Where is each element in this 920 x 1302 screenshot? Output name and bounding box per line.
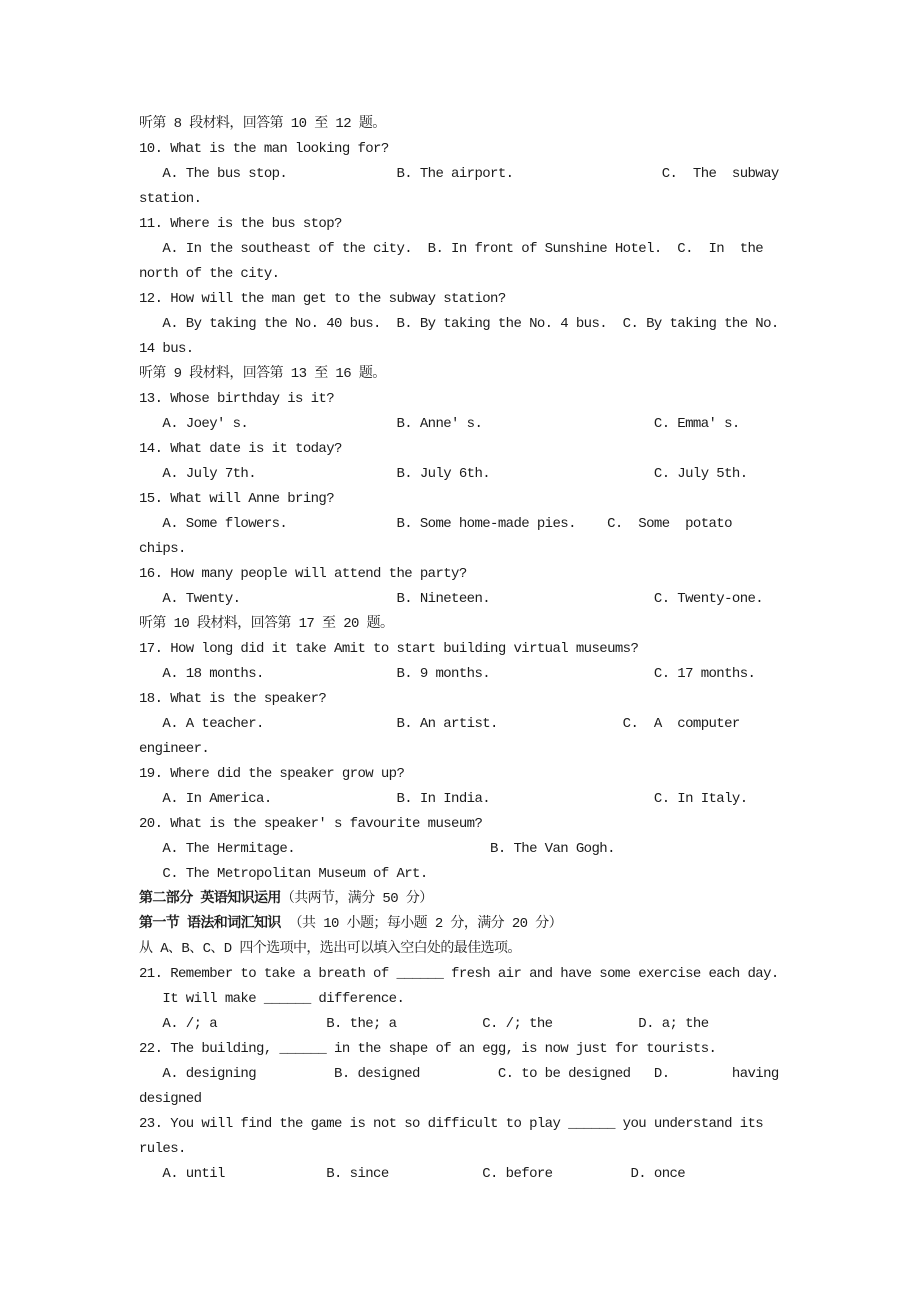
section-heading-text: 第一节 语法和词汇知识 (139, 916, 281, 932)
question-18-stem: 18. What is the speaker? (139, 691, 327, 707)
section-1-header (139, 912, 829, 937)
question-11-options: A. In the southeast of the city. B. In front of Sunshine Hotel. C. In the (139, 241, 764, 257)
question-19-stem: 19. Where did the speaker grow up? (139, 766, 405, 782)
question-16-options: A. Twenty. B. Nineteen. C. Twenty-one. (139, 591, 764, 607)
section-heading-text: 第二部分 英语知识运用 (139, 891, 281, 907)
section-heading-note: （共两节，满分 50 分） (280, 891, 433, 907)
question-14-stem: 14. What date is it today? (139, 441, 342, 457)
question-15-options: A. Some flowers. B. Some home-made pies. C. Some potato (139, 516, 732, 532)
question-11-stem: 11. Where is the bus stop? (139, 216, 342, 232)
listening-section-9-header: 听第 9 段材料，回答第 13 至 16 题。 (139, 366, 386, 382)
question-15-stem: 15. What will Anne bring? (139, 491, 335, 507)
question-12-option-c-wrap: 14 bus. (139, 341, 194, 357)
document-content (139, 112, 829, 1187)
question-17-options: A. 18 months. B. 9 months. C. 17 months. (139, 666, 756, 682)
question-12-options: A. By taking the No. 40 bus. B. By taking the No. 4 bus. C. By taking the No. (139, 316, 779, 332)
question-20-options-ab: A. The Hermitage. B. The Van Gogh. (139, 841, 615, 857)
question-13-options: A. Joey' s. B. Anne' s. C. Emma' s. (139, 416, 740, 432)
question-17-stem: 17. How long did it take Amit to start building virtual museums? (139, 641, 639, 657)
question-23-stem-line-2: rules. (139, 1141, 186, 1157)
question-23-stem: 23. You will find the game is not so difficult to play ______ you understand its (139, 1116, 764, 1132)
question-22-option-d-wrap: designed (139, 1091, 202, 1107)
part-2-header (139, 887, 829, 912)
listening-section-8-header: 听第 8 段材料，回答第 10 至 12 题。 (139, 116, 386, 132)
question-15-option-c-wrap: chips. (139, 541, 186, 557)
question-19-options: A. In America. B. In India. C. In Italy. (139, 791, 748, 807)
question-22-options: A. designing B. designed C. to be designed D. having (139, 1066, 779, 1082)
question-13-stem: 13. Whose birthday is it? (139, 391, 335, 407)
question-21-stem-line-2: It will make ______ difference. (139, 991, 405, 1007)
question-11-option-c-wrap: north of the city. (139, 266, 280, 282)
section-1-instruction: 从 A、B、C、D 四个选项中，选出可以填入空白处的最佳选项。 (139, 941, 521, 957)
question-18-option-c-wrap: engineer. (139, 741, 210, 757)
question-20-stem: 20. What is the speaker' s favourite museum? (139, 816, 483, 832)
question-16-stem: 16. How many people will attend the party? (139, 566, 467, 582)
question-21-options: A. /; a B. the; a C. /; the D. a; the (139, 1016, 709, 1032)
question-20-option-c: C. The Metropolitan Museum of Art. (139, 866, 428, 882)
question-12-stem: 12. How will the man get to the subway station? (139, 291, 506, 307)
section-heading-note: （共 10 小题；每小题 2 分，满分 20 分） (280, 916, 563, 932)
question-23-options: A. until B. since C. before D. once (139, 1166, 686, 1182)
question-21-stem: 21. Remember to take a breath of ______ fresh air and have some exercise each day. (139, 966, 779, 982)
question-10-option-c-wrap: station. (139, 191, 202, 207)
question-18-options: A. A teacher. B. An artist. C. A computer (139, 716, 740, 732)
question-10-stem: 10. What is the man looking for? (139, 141, 389, 157)
question-10-options: A. The bus stop. B. The airport. C. The subway (139, 166, 779, 182)
question-14-options: A. July 7th. B. July 6th. C. July 5th. (139, 466, 748, 482)
question-22-stem: 22. The building, ______ in the shape of an egg, is now just for tourists. (139, 1041, 717, 1057)
listening-section-10-header: 听第 10 段材料，回答第 17 至 20 题。 (139, 616, 394, 632)
